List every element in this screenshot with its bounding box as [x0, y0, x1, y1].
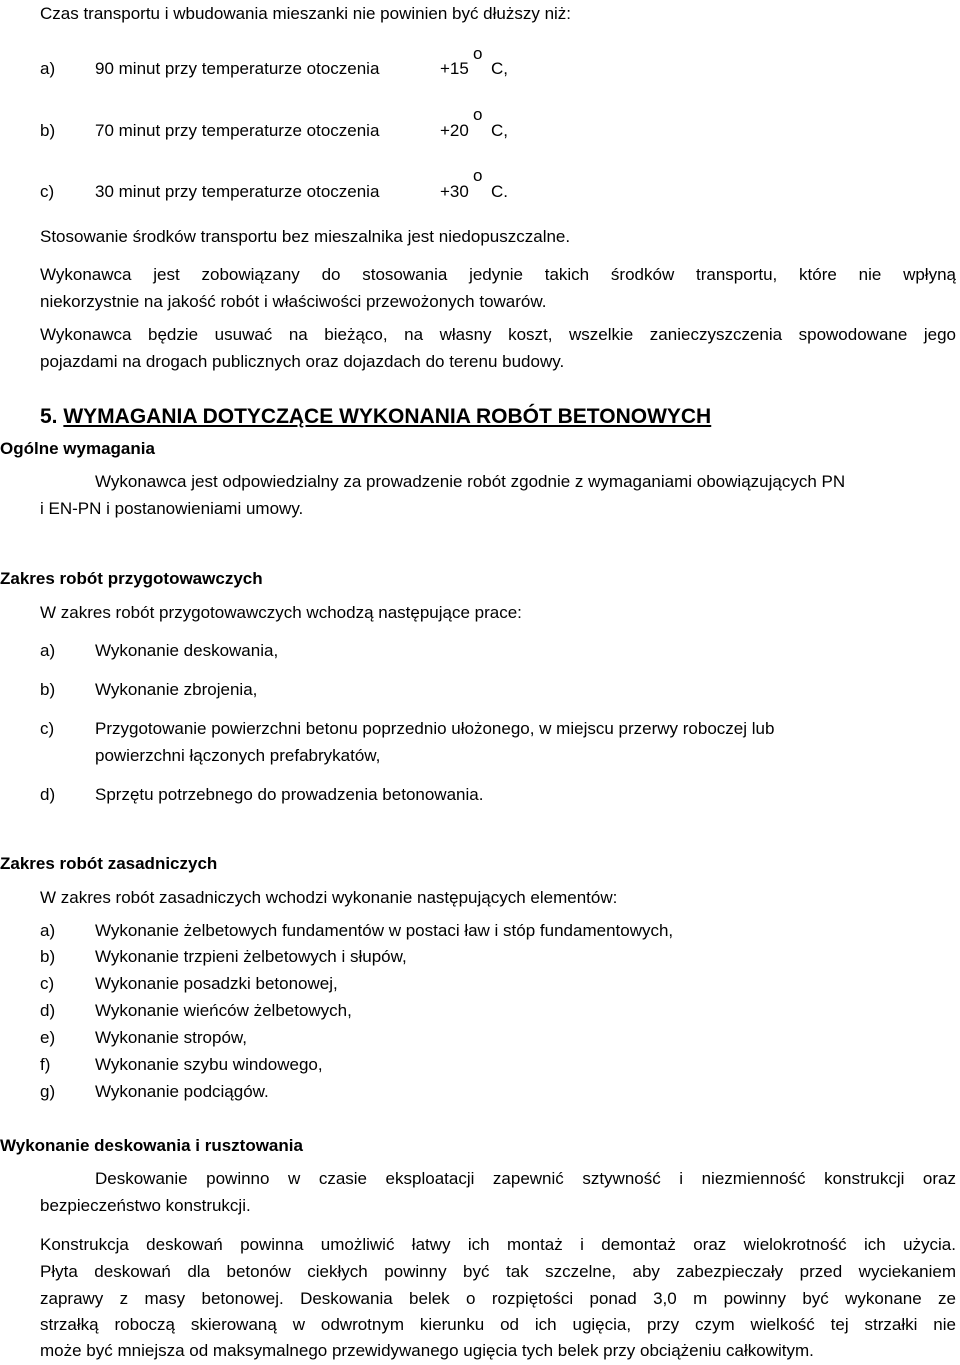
list-text: Wykonanie zbrojenia, — [95, 680, 258, 699]
formwork-p2-line: strzałką roboczą skierowaną w odwrotnym kierunku od ich ugięcia, przy czym wielkość tej strzałki nie — [40, 1315, 956, 1334]
list-label: f) — [40, 1055, 51, 1074]
main-heading: Zakres robót zasadniczych — [0, 854, 218, 873]
list-text: Wykonanie wieńców żelbetowych, — [95, 1001, 352, 1020]
temp-text: 30 minut przy temperaturze otoczenia — [95, 182, 380, 201]
temp-text: 70 minut przy temperaturze otoczenia — [95, 121, 380, 140]
clean-paragraph-line: Wykonawca będzie usuwać na bieżąco, na własny koszt, wszelkie zanieczyszczenia spowodowane jego — [40, 325, 956, 344]
list-text: Wykonanie żelbetowych fundamentów w postaci ław i stóp fundamentowych, — [95, 921, 674, 940]
temp-value: +20 — [440, 121, 469, 140]
list-text: Wykonanie posadzki betonowej, — [95, 974, 338, 993]
general-paragraph-line: Wykonawca jest odpowiedzialny za prowadzenie robót zgodnie z wymaganiami obowiązujących PN — [95, 472, 846, 491]
temp-unit: C, — [491, 121, 508, 140]
formwork-p1-line: Deskowanie powinno w czasie eksploatacji zapewnić sztywność i niezmienność konstrukcji oraz — [95, 1169, 956, 1188]
list-label: b) — [40, 121, 56, 140]
formwork-p2-line: zaprawy z masy betonowej. Deskowania belek o rozpiętości ponad 3,0 m powinny być wykonane ze — [40, 1289, 956, 1308]
list-text: Wykonanie podciągów. — [95, 1082, 269, 1101]
list-label: b) — [40, 680, 56, 699]
temp-text: 90 minut przy temperaturze otoczenia — [95, 59, 380, 78]
prep-intro: W zakres robót przygotowawczych wchodzą następujące prace: — [40, 603, 522, 622]
mixer-paragraph: Stosowanie środków transportu bez mieszalnika jest niedopuszczalne. — [40, 227, 571, 246]
list-text: Sprzętu potrzebnego do prowadzenia betonowania. — [95, 785, 484, 804]
list-label: g) — [40, 1082, 56, 1101]
section-number: 5. — [40, 405, 58, 428]
clean-paragraph-line: pojazdami na drogach publicznych oraz dojazdach do terenu budowy. — [40, 352, 565, 371]
degree-sign: o — [473, 44, 483, 63]
section-title: WYMAGANIA DOTYCZĄCE WYKONANIA ROBÓT BETONOWYCH — [63, 405, 712, 428]
list-text: Wykonanie trzpieni żelbetowych i słupów, — [95, 947, 407, 966]
list-text: powierzchni łączonych prefabrykatów, — [95, 746, 381, 765]
list-label: d) — [40, 1001, 56, 1020]
list-label: b) — [40, 947, 56, 966]
section-heading — [40, 405, 711, 429]
degree-sign: o — [473, 166, 483, 185]
intro-text: Czas transportu i wbudowania mieszanki nie powinien być dłuższy niż: — [40, 4, 572, 23]
transport-paragraph-line: Wykonawca jest zobowiązany do stosowania jedynie takich środków transportu, które nie wpłyną — [40, 265, 956, 284]
list-label: c) — [40, 719, 55, 738]
formwork-heading: Wykonanie deskowania i rusztowania — [0, 1136, 303, 1155]
main-intro: W zakres robót zasadniczych wchodzi wykonanie następujących elementów: — [40, 888, 618, 907]
temp-value: +15 — [440, 59, 469, 78]
list-text: Wykonanie szybu windowego, — [95, 1055, 323, 1074]
list-text: Wykonanie stropów, — [95, 1028, 247, 1047]
general-heading: Ogólne wymagania — [0, 439, 155, 458]
list-label: c) — [40, 974, 55, 993]
temp-unit: C, — [491, 59, 508, 78]
list-label: c) — [40, 182, 55, 201]
general-paragraph-line: i EN-PN i postanowieniami umowy. — [40, 499, 304, 518]
list-label: a) — [40, 641, 56, 660]
transport-paragraph-line: niekorzystnie na jakość robót i właściwości przewożonych towarów. — [40, 292, 547, 311]
formwork-p1-line: bezpieczeństwo konstrukcji. — [40, 1196, 251, 1215]
list-label: a) — [40, 921, 56, 940]
list-text: Przygotowanie powierzchni betonu poprzednio ułożonego, w miejscu przerwy roboczej lub — [95, 719, 775, 738]
formwork-p2-line: może być mniejsza od maksymalnego przewidywanego ugięcia tych belek przy obciążeniu całkowitym. — [40, 1341, 814, 1360]
degree-sign: o — [473, 105, 483, 124]
formwork-p2-line: Płyta deskowań dla betonów ciekłych powinny być tak szczelne, aby zabezpieczały przed wyciekaniem — [40, 1262, 956, 1281]
prep-heading: Zakres robót przygotowawczych — [0, 569, 263, 588]
temp-value: +30 — [440, 182, 469, 201]
list-label: e) — [40, 1028, 56, 1047]
list-label: a) — [40, 59, 56, 78]
list-text: Wykonanie deskowania, — [95, 641, 279, 660]
list-label: d) — [40, 785, 56, 804]
formwork-p2-line: Konstrukcja deskowań powinna umożliwić łatwy ich montaż i demontaż oraz wielokrotność ich użycia. — [40, 1235, 956, 1254]
temp-unit: C. — [491, 182, 508, 201]
